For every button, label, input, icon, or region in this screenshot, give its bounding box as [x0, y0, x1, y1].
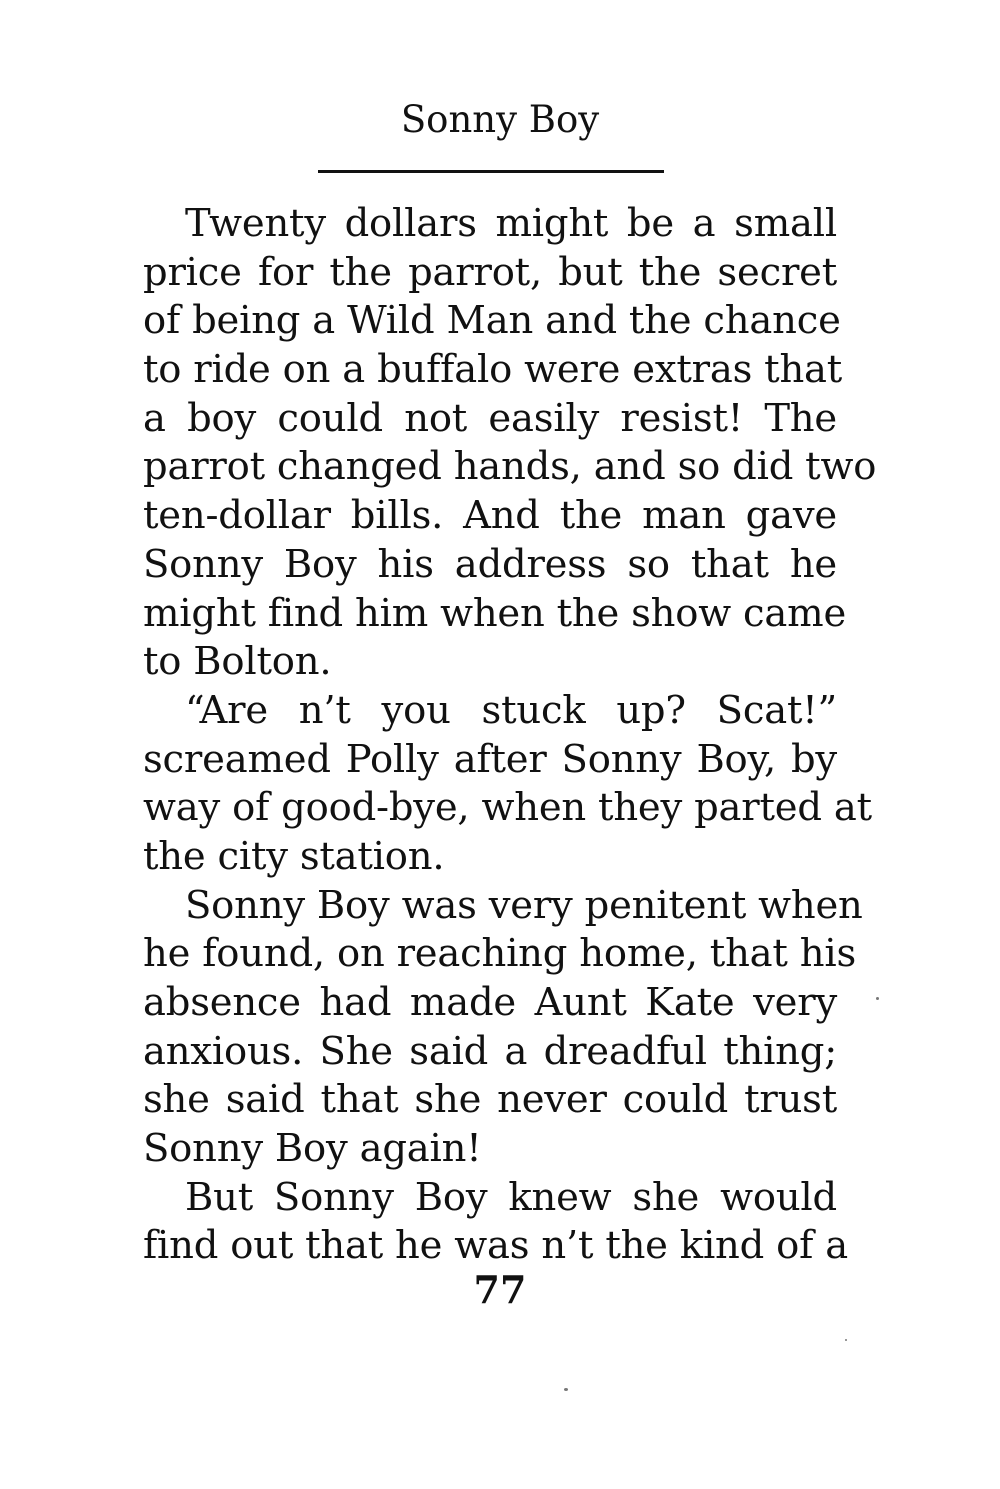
text-line: he found, on reaching home, that his: [143, 931, 857, 977]
text-line: she said that she never could trust: [143, 1077, 837, 1123]
text-line: find out that he was n’t the kind of a: [143, 1223, 848, 1269]
scan-speck: [564, 1388, 568, 1391]
scan-speck: [845, 1339, 847, 1341]
text-line: to ride on a buffalo were extras that: [143, 347, 843, 393]
text-line: But Sonny Boy knew she would: [185, 1174, 837, 1220]
text-line: “Are n’t you stuck up? Scat!”: [185, 687, 837, 733]
body-text: [143, 200, 877, 1271]
text-line: ten-dollar bills. And the man gave: [143, 493, 837, 539]
text-line: parrot changed hands, and so did two: [143, 444, 877, 490]
header-rule: [318, 170, 664, 173]
text-line: screamed Polly after Sonny Boy, by: [143, 736, 837, 782]
paragraph-4: [143, 1174, 848, 1271]
page-number: 77: [473, 1267, 527, 1312]
text-line: might find him when the show came: [143, 590, 847, 636]
text-line: a boy could not easily resist! The: [143, 395, 837, 441]
paragraph-3: [143, 882, 863, 1174]
text-line: Sonny Boy was very penitent when: [185, 882, 863, 928]
text-line: price for the parrot, but the secret: [143, 249, 837, 295]
paragraph-1: [143, 200, 877, 687]
scan-speck: [876, 997, 879, 1000]
text-line: the city station.: [143, 833, 445, 879]
paragraph-2: [143, 687, 872, 882]
text-line: Sonny Boy his address so that he: [143, 541, 837, 587]
text-line: way of good-bye, when they parted at: [143, 785, 872, 831]
running-head-title: Sonny Boy: [400, 98, 600, 141]
text-line: Sonny Boy again!: [143, 1126, 482, 1172]
text-line: anxious. She said a dreadful thing;: [143, 1028, 837, 1074]
text-line: to Bolton.: [143, 639, 332, 685]
text-line: of being a Wild Man and the chance: [143, 298, 841, 344]
text-line: absence had made Aunt Kate very: [143, 980, 837, 1025]
text-line: Twenty dollars might be a small: [185, 201, 837, 246]
